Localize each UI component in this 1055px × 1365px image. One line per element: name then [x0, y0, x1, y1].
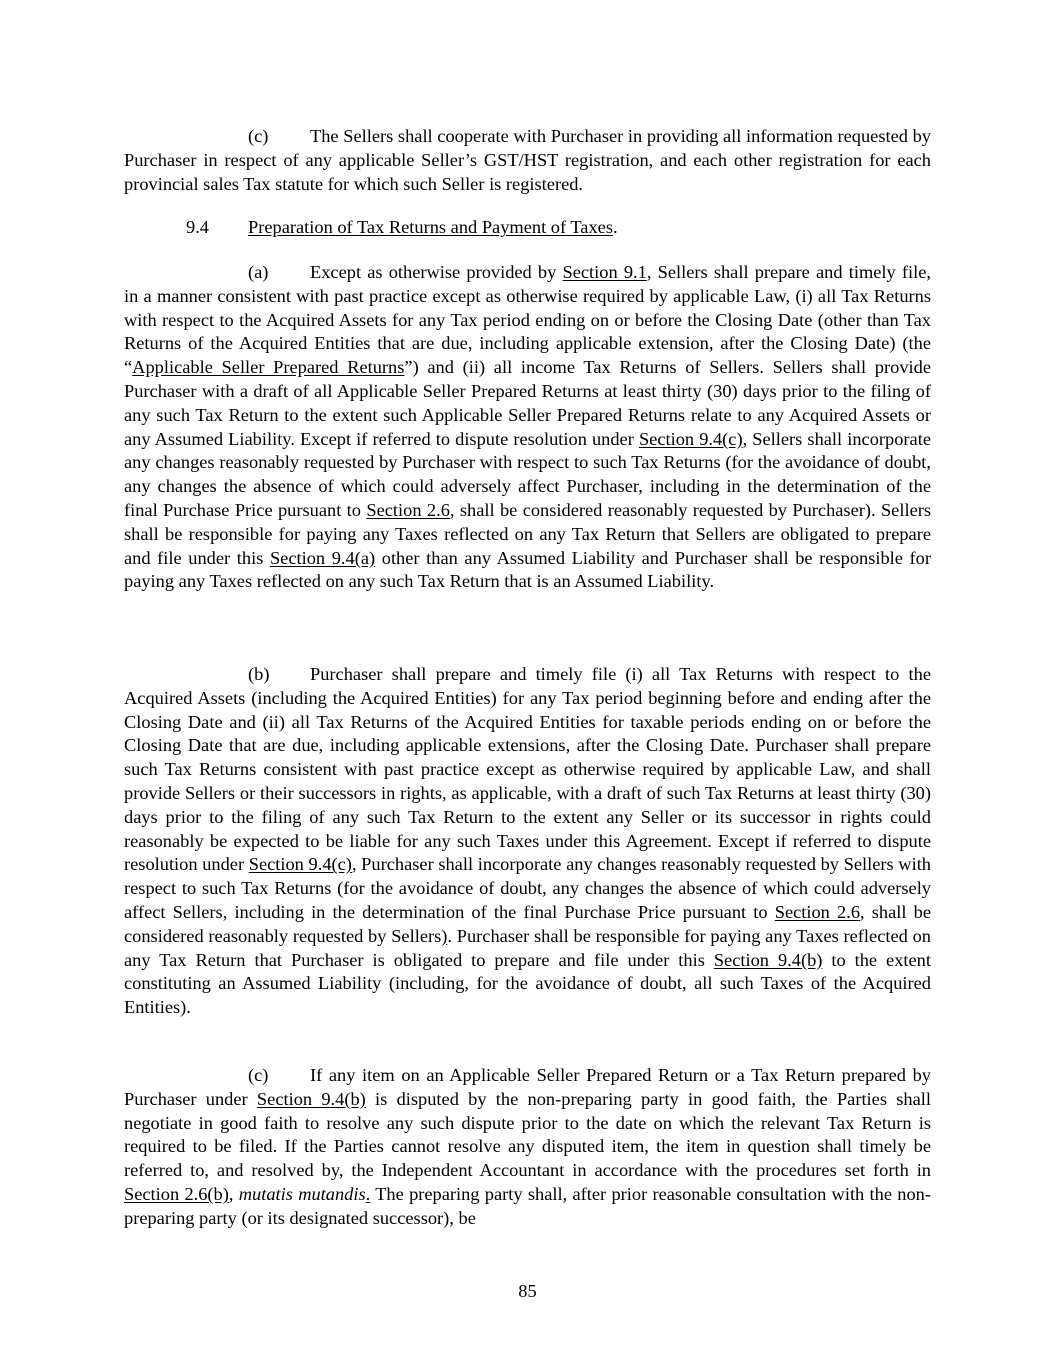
- text-run: , Sellers shall prepare and timely file, in a manner consistent with past practice except as otherwise required by applicable Law, (i) all Tax Returns with respect to the Acquired Assets for any Tax period ending on or before the Closing Date (other than Tax Returns of the Acquired Entities that are due, including applicable extension, after the Closing Date) (the “: [124, 262, 932, 378]
- text-run: , shall be considered reasonably requested by Purchaser). Sellers shall be responsible for paying any Taxes reflected on any Tax Return that Sellers are obligated to prepare and file under this: [124, 499, 932, 568]
- text-run: . Purchaser shall be responsible for paying any Taxes reflected on any Tax Return that Purchaser is obligated to prepare and file under this: [124, 925, 931, 970]
- section-9-3-c-paragraph: [124, 125, 931, 196]
- text-run: The preparing party shall, after prior reasonable consultation with the non-preparing party (or its designated successor), be: [124, 1183, 931, 1228]
- text-run: If any item on an Applicable Seller Prepared Return or a Tax Return prepared by Purchaser under: [124, 1065, 931, 1109]
- text-run: Except as otherwise provided by: [310, 262, 563, 282]
- section-reference: Section 9.4(a): [269, 547, 376, 568]
- section-reference: Section 9.4(c): [638, 428, 743, 449]
- defined-term: Applicable Seller Prepared Returns: [132, 357, 405, 378]
- section-reference: Section 2.6: [774, 901, 861, 922]
- page-number: 85: [518, 1281, 537, 1301]
- text-run: to the extent constituting an Assumed Liability (including, for the avoidance of doubt, all such Taxes of the Acquired Entities).: [124, 949, 931, 1018]
- text-run: , shall be considered reasonably requested by Sellers: [124, 901, 931, 946]
- paragraph-label: (a): [248, 262, 269, 282]
- paragraph-a: [124, 261, 931, 594]
- paragraph-c: [124, 1064, 931, 1231]
- text-run: ,: [228, 1183, 239, 1204]
- text-run-underlined: .: [365, 1183, 371, 1204]
- section-reference: Section 9.1: [562, 262, 647, 282]
- text-run: other than any Assumed Liability and Purchaser shall be responsible for paying any Taxes reflected on any such Tax Return that is an Assumed Liability.: [124, 547, 931, 592]
- paragraph-text: The Sellers shall cooperate with Purchaser in providing all information requested by Purchaser in respect of any applicable Seller’s GST/HST registration, and each other registration for each provincial sales Tax statute for which such Seller is registered.: [124, 126, 931, 194]
- text-run-underlined: ): [441, 925, 448, 946]
- text-run: Purchaser shall prepare and timely file (i) all Tax Returns with respect to the Acquired Assets (including the Acquired Entities) for any Tax period beginning before and ending after the Closing Date and (ii) all Tax Returns of the Acquired Entities for taxable periods ending on or before the Closing Date that are due, including applicable extensions, after the Closing Date. Purchaser shall prepare such Tax Returns consistent with past practice except as otherwise required by applicable Law, and shall provide Sellers or their successors in rights, as applicable, with a draft of such Tax Returns at least thirty (30) days prior to the filing of any such Tax Return to the extent any Seller or its successor in rights could reasonably be expected to be liable for any such Taxes under this Agreement. Except if referred to dispute resolution under: [124, 664, 931, 875]
- text-run: , Purchaser shall incorporate any changes reasonably requested by Sellers with respect to such Tax Returns (for the avoidance of doubt, any changes the absence of which could adversely affect Sellers, including in the determination of the final Purchase Price pursuant to: [124, 854, 931, 922]
- section-number: 9.4: [186, 217, 209, 237]
- section-reference: Section 9.4(c): [248, 854, 352, 875]
- section-reference: Section 2.6: [366, 499, 450, 520]
- paragraph-b: [124, 663, 931, 1020]
- section-reference: Section 9.4(b): [713, 949, 823, 970]
- section-title-period: .: [612, 217, 618, 237]
- paragraph-label: (c): [248, 126, 269, 146]
- section-title: Preparation of Tax Returns and Payment of Taxes: [248, 217, 613, 237]
- text-run: is disputed by the non-preparing party in good faith, the Parties shall negotiate in good faith to resolve any such dispute prior to the date on which the relevant Tax Return is required to be filed. If the Parties cannot resolve any disputed item, the item in question shall timely be referred to, and resolved by, the Independent Accountant in accordance with the procedures set forth in: [124, 1088, 931, 1181]
- text-run: , Sellers shall incorporate any changes reasonably requested by Purchaser with respect to such Tax Returns (for the avoidance of doubt, any changes the absence of which could adversely affect Purchaser, including in the determination of the final Purchase Price pursuant to: [124, 428, 931, 520]
- italic-phrase: mutatis mutandis: [238, 1183, 366, 1204]
- section-heading: [186, 216, 618, 240]
- paragraph-label: (c): [248, 1065, 269, 1085]
- paragraph-label: (b): [248, 664, 270, 684]
- section-reference: Section 9.4(b): [256, 1088, 366, 1109]
- text-run: ”) and (ii) all income Tax Returns of Sellers. Sellers shall provide Purchaser with a draft of all Applicable Seller Prepared Returns at least thirty (30) days prior to the filing of any such Tax Return to the extent such Applicable Seller Prepared Returns relate to any Acquired Assets or any Assumed Liability. Except if referred to dispute resolution under: [124, 357, 931, 449]
- section-reference: Section 2.6(b): [124, 1183, 229, 1204]
